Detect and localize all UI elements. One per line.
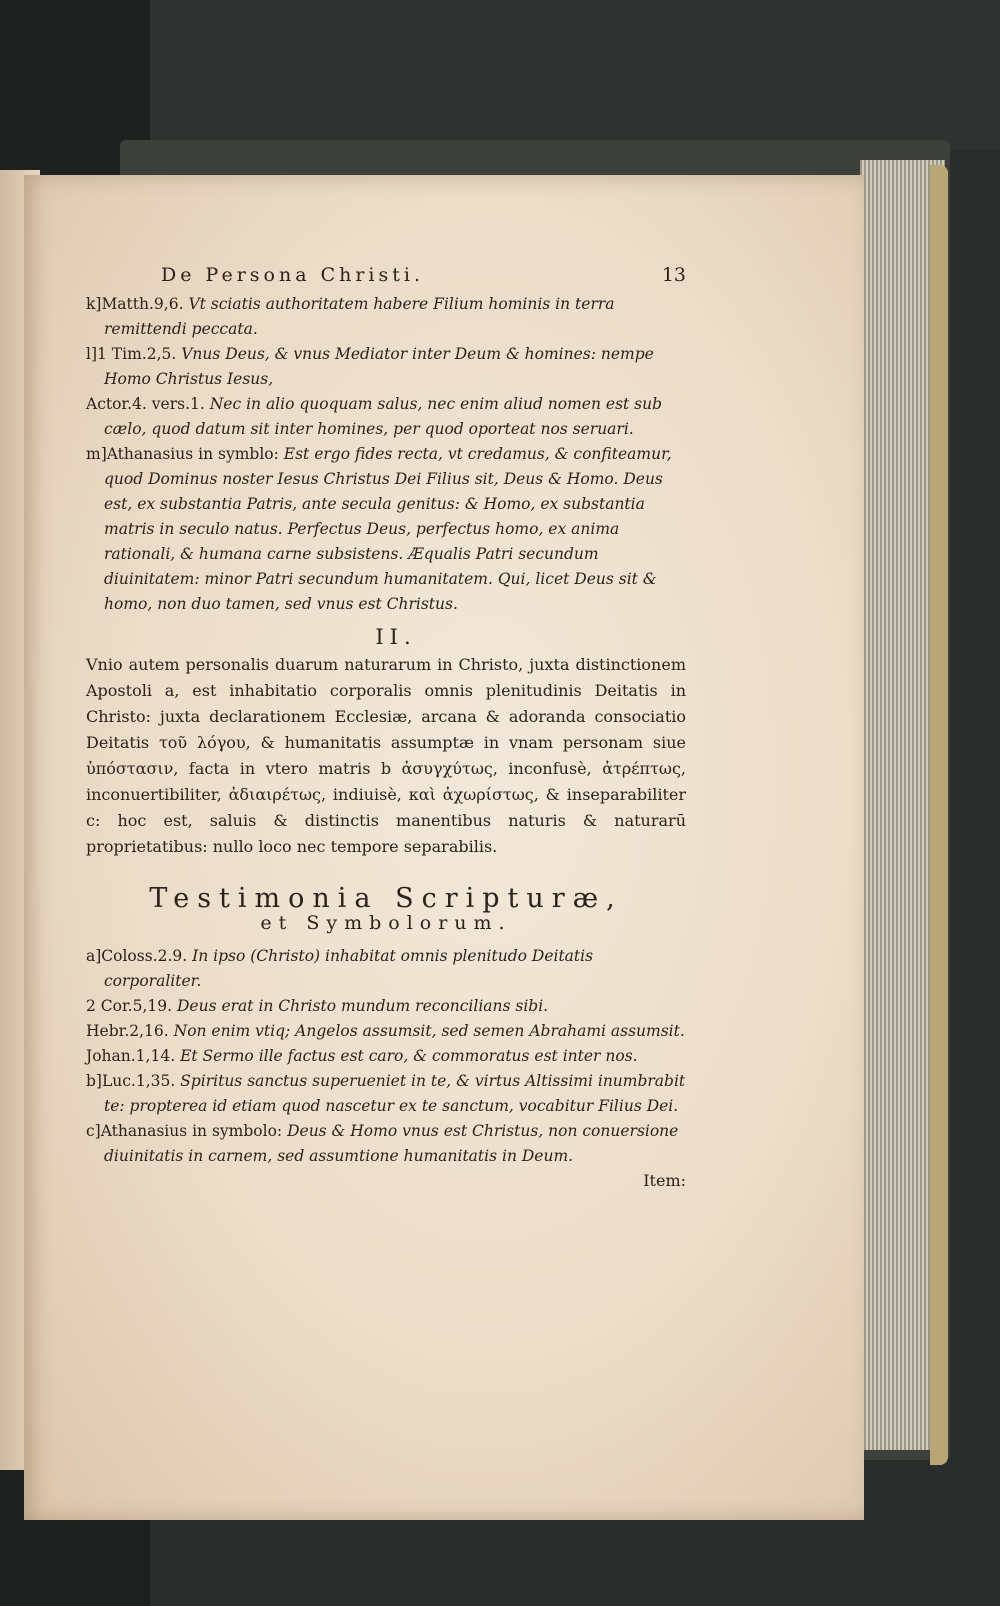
testimony-item: c]Athanasius in symbolo: Deus & Homo vnus est Christus, non conuersione diuinitatis in carnem, sed assumtione humanitatis in Deum. — [86, 1122, 679, 1165]
page-content — [86, 263, 686, 1190]
cover-edge — [930, 165, 948, 1465]
page-number: 13 — [661, 264, 686, 286]
testimony-item: a]Coloss.2.9. In ipso (Christo) inhabitat omnis plenitudo Deitatis corporaliter. — [86, 947, 594, 990]
body-paragraph: Vnio autem personalis duarum naturarum in Christo, juxta distinctionem Apostoli a, est inhabitatio corporalis omnis plenitudinis Deitatis in Christo: juxta declarationem Ecclesiæ, arcana & adoranda consociatio Deitatis τοῦ λόγου, & humanitatis assumptæ in vnam personam siue ὑπόστασιν, facta in vtero matris b ἀσυγχύτως, inconfusè, ἀτρέπτως, inconuertibiliter, ἀδιαιρέτως, indiuisè, καὶ ἀχωρίστως, & inseparabiliter c: hoc est, saluis & distinctis manentibus naturis & naturarū proprietatibus: nullo loco nec tempore separabilis. — [86, 655, 686, 856]
running-head-title: De Persona Christi. — [161, 264, 425, 286]
testimonia-subheading: et Symbolorum. — [260, 912, 512, 934]
running-head — [161, 263, 686, 288]
testimony-item: 2 Cor.5,19. Deus erat in Christo mundum reconcilians sibi. — [86, 997, 549, 1015]
book-page — [24, 175, 864, 1520]
note-item: l]1 Tim.2,5. Vnus Deus, & vnus Mediator inter Deum & homines: nempe Homo Christus Iesus, — [86, 345, 654, 388]
testimonia-heading: Testimonia Scripturæ, — [149, 883, 623, 914]
catchword: Item: — [643, 1171, 686, 1190]
testimony-item: b]Luc.1,35. Spiritus sanctus superueniet in te, & virtus Altissimi inumbrabit te: propterea id etiam quod nascetur ex te sanctum, vocabitur Filius Dei. — [86, 1072, 686, 1115]
note-item: m]Athanasius in symblo: Est ergo fides recta, vt credamus, & confiteamur, quod Dominus noster Iesus Christus Dei Filius sit, Deus & Homo. Deus est, ex substantia Patris, ante secula genitus: & Homo, ex substantia matris in seculo natus. Perfectus Deus, perfectus homo, ex anima rationali, & humana carne subsistens. Æqualis Patri secundum diuinitatem: minor Patri secundum humanitatem. Qui, licet Deus sit & homo, non duo tamen, sed vnus est Christus. — [86, 445, 672, 613]
testimony-item: Johan.1,14. Et Sermo ille factus est caro, & commoratus est inter nos. — [86, 1047, 638, 1065]
section-number: II. — [375, 625, 417, 649]
note-item: Actor.4. vers.1. Nec in alio quoquam salus, nec enim aliud nomen est sub cælo, quod datum sit inter homines, per quod oporteat nos seruari. — [86, 395, 663, 438]
testimony-item: Hebr.2,16. Non enim vtiq; Angelos assumsit, sed semen Abrahami assumsit. — [86, 1022, 685, 1040]
background-top — [150, 0, 1000, 150]
note-item: k]Matth.9,6. Vt sciatis authoritatem habere Filium hominis in terra remittendi peccata. — [86, 295, 615, 338]
